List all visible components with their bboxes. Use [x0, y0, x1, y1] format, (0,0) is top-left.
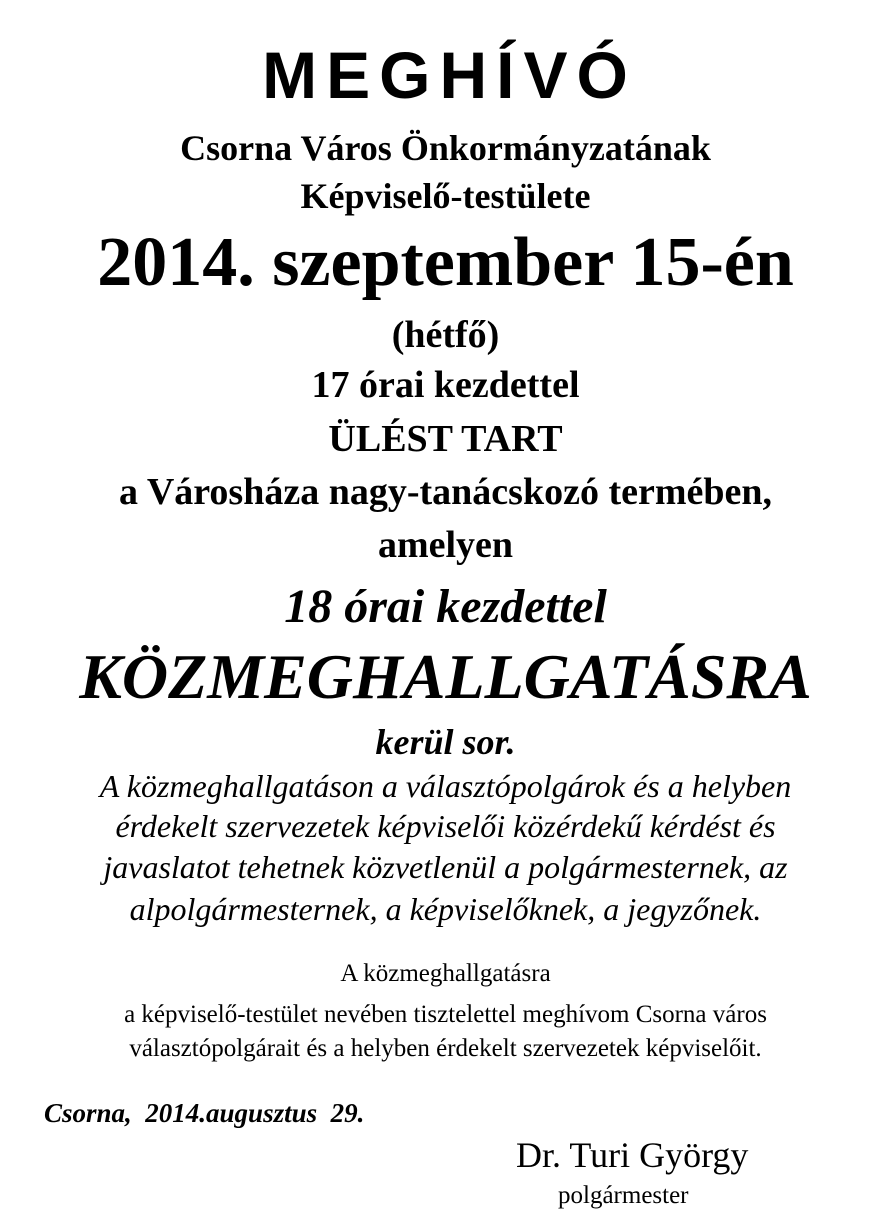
- meeting-weekday: (hétfő): [391, 314, 500, 356]
- meeting-date: 2014. szeptember 15-én: [97, 224, 794, 301]
- invitation-line: a képviselő-testület nevében tisztelettel meghívom Csorna város: [124, 1001, 767, 1028]
- document-title: MEGHÍVÓ: [262, 38, 637, 112]
- description-line: alpolgármesternek, a képviselőknek, a jegyzőnek.: [129, 891, 762, 927]
- description-line: javaslatot tehetnek közvetlenül a polgármesternek, az: [103, 849, 788, 885]
- organization-body: Képviselő-testülete: [300, 176, 591, 216]
- description-line: A közmeghallgatáson a választópolgárok és a helyben: [99, 768, 792, 804]
- connector-text: amelyen: [377, 524, 514, 566]
- meeting-venue: a Városháza nagy-tanácskozó termében,: [119, 471, 772, 513]
- hearing-start-time: 18 órai kezdettel: [284, 580, 607, 633]
- invitation-line: választópolgárait és a helyben érdekelt szervezetek képviselőit.: [129, 1035, 762, 1062]
- session-announcement: ÜLÉST TART: [328, 418, 563, 460]
- meeting-start-time: 17 órai kezdettel: [311, 364, 580, 406]
- signer-title: polgármester: [558, 1182, 689, 1209]
- invitation-line: A közmeghallgatásra: [340, 960, 551, 987]
- hearing-suffix: kerül sor.: [375, 722, 516, 762]
- description-line: érdekelt szervezetek képviselői közérdekű kérdést és: [115, 808, 776, 844]
- hearing-heading: KÖZMEGHALLGATÁSRA: [79, 641, 812, 712]
- place-and-date: Csorna, 2014.augusztus 29.: [44, 1098, 365, 1128]
- signer-name: Dr. Turi György: [516, 1135, 749, 1175]
- organization-name: Csorna Város Önkormányzatának: [180, 128, 711, 168]
